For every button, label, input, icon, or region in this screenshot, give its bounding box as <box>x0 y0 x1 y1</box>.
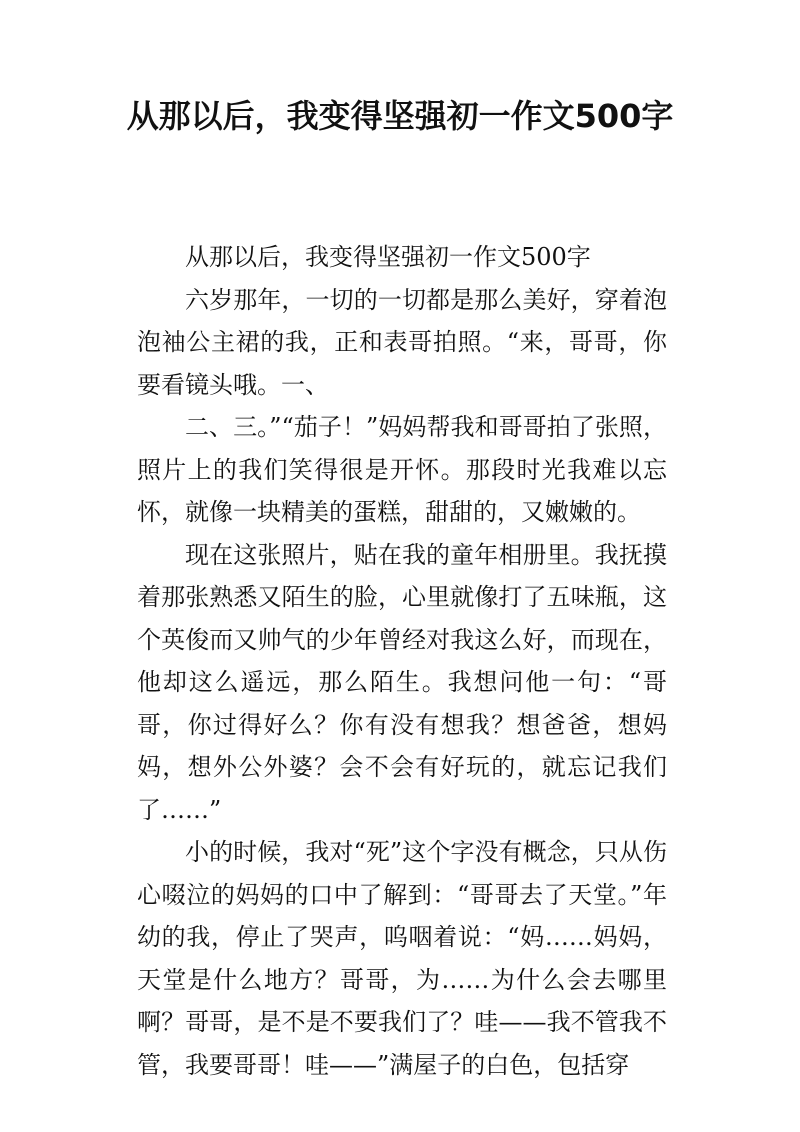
paragraph: 现在这张照片，贴在我的童年相册里。我抚摸着那张熟悉又陌生的脸，心里就像打了五味瓶，这个英俊而又帅气的少年曾经对我这么好，而现在，他却这么遥远，那么陌生。我想问他一句：“哥哥，你过得好么？你有没有想我？想爸爸，想妈妈，想外公外婆？会不会有好玩的，就忘记我们了……” <box>137 540 667 824</box>
document-body <box>137 236 667 1086</box>
paragraph-subtitle: 从那以后，我变得坚强初一作文500字 <box>185 243 591 271</box>
paragraph: 小的时候，我对“死”这个字没有概念，只从伤心啜泣的妈妈的口中了解到：“哥哥去了天堂。”年幼的我，停止了哭声，呜咽着说：“妈……妈妈，天堂是什么地方？哥哥，为……为什么会去哪里啊？哥哥，是不是不要我们了？哇——我不管我不管，我要哥哥！哇——”满屋子的白色，包括穿 <box>137 838 667 1079</box>
document-title: 从那以后，我变得坚强初一作文500字 <box>126 97 674 135</box>
paragraph: 六岁那年，一切的一切都是那么美好，穿着泡泡袖公主裙的我，正和表哥拍照。“来，哥哥，你要看镜头哦。一、 <box>137 285 667 399</box>
paragraph: 二、三。”“茄子！”妈妈帮我和哥哥拍了张照，照片上的我们笑得很是开怀。那段时光我难以忘怀，就像一块精美的蛋糕，甜甜的，又嫩嫩的。 <box>137 413 667 526</box>
